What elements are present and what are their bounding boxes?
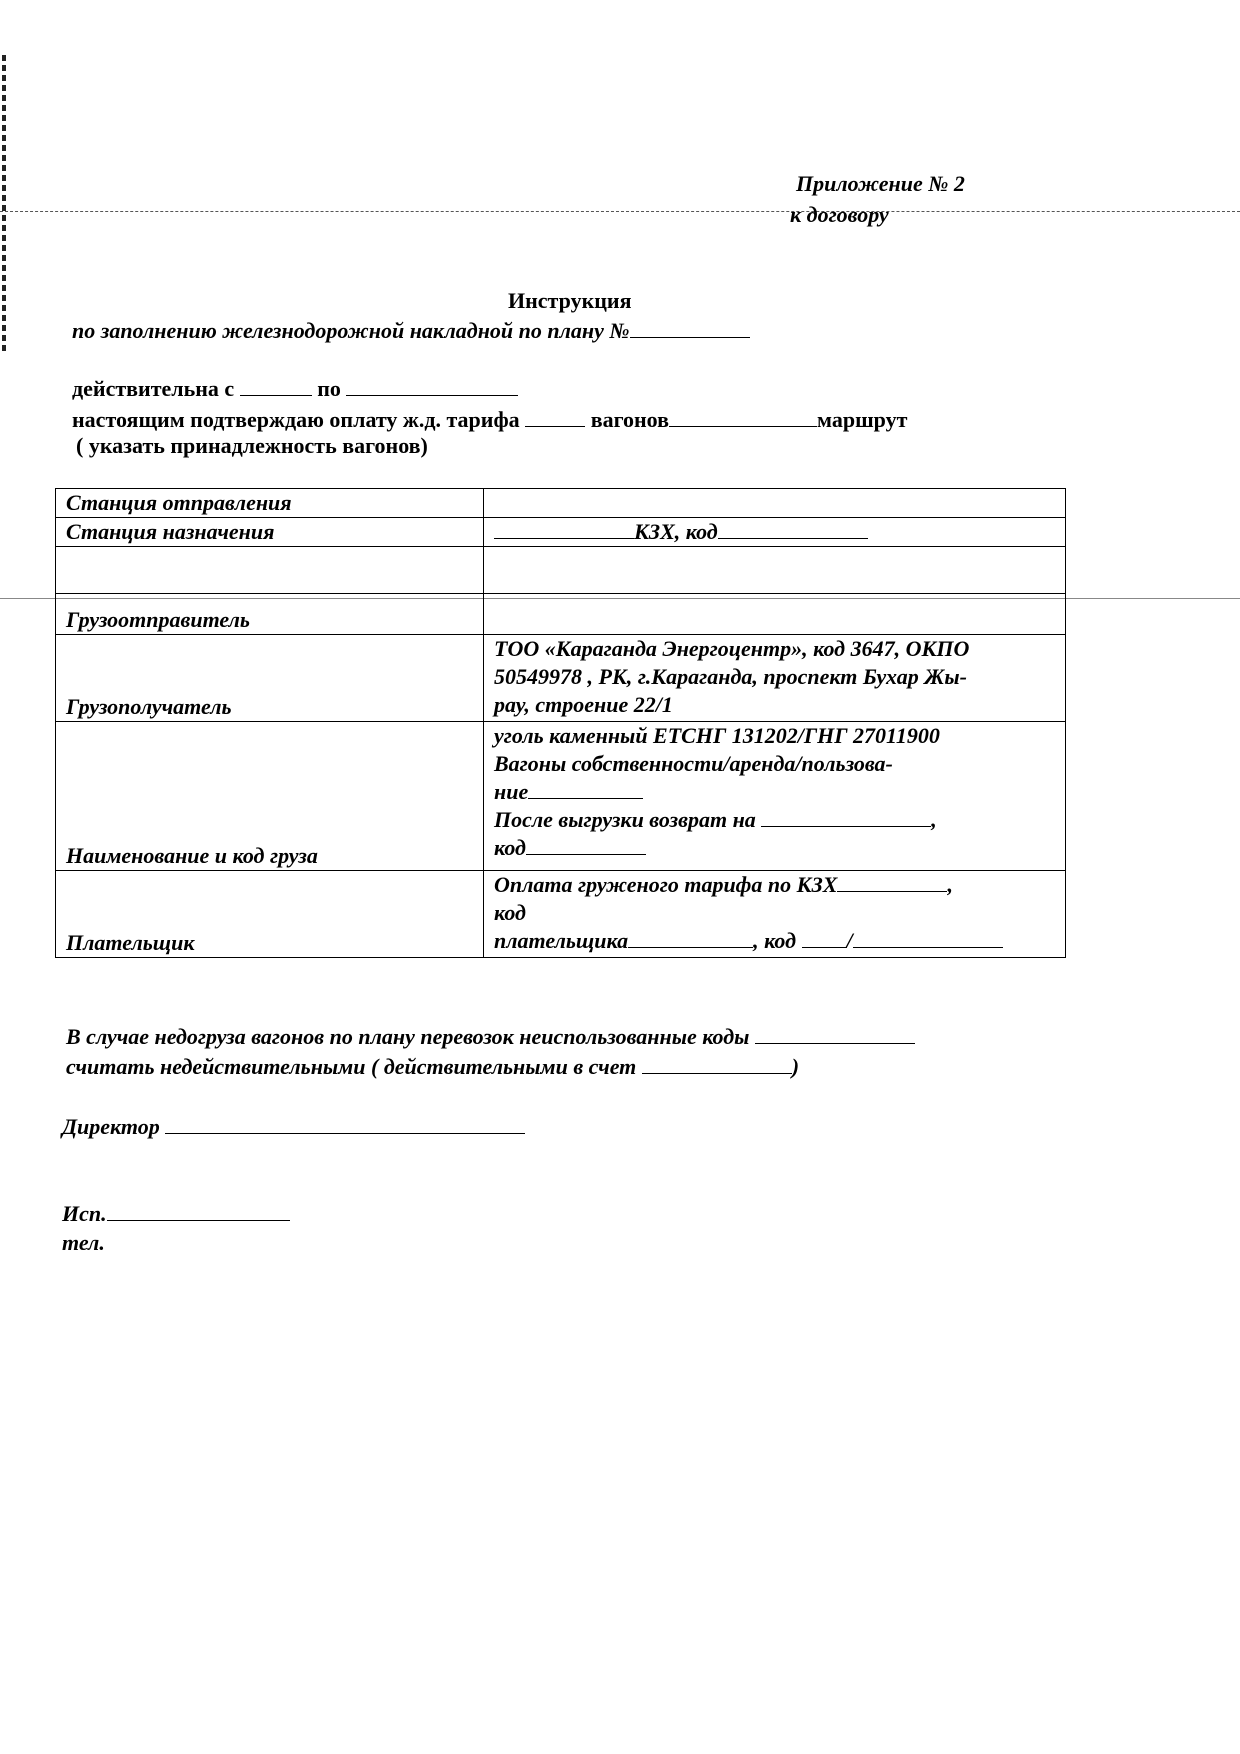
cargo-usage-label: ние — [494, 779, 529, 804]
table-row-cargo — [56, 722, 1066, 871]
payer-value — [484, 871, 1066, 958]
shortage-text-2: считать недействительными ( действительными в счет — [66, 1054, 637, 1079]
waybill-table — [55, 488, 1066, 958]
return-code-field[interactable] — [526, 834, 646, 855]
account-field[interactable] — [642, 1053, 792, 1074]
payer-line-2: код — [494, 900, 526, 925]
table-row-empty — [56, 547, 1066, 594]
valid-from-label: действительна с — [72, 376, 235, 401]
shipper-value[interactable] — [484, 594, 1066, 635]
executor-label: Исп. — [62, 1201, 107, 1226]
scan-fold-line-top — [0, 211, 1240, 212]
destination-kzh-code: КЗХ, код — [634, 519, 718, 544]
valid-to-label: по — [317, 376, 341, 401]
consignee-line-1: ТОО «Караганда Энергоцентр», код 3647, ОКПО — [494, 636, 970, 661]
payer-code-suffix: , код — [753, 928, 797, 953]
return-code-label: код — [494, 835, 526, 860]
route-label: маршрут — [817, 407, 908, 432]
table-row-payer — [56, 871, 1066, 958]
payer-code-a-field[interactable] — [802, 927, 847, 948]
director-label: Директор — [62, 1114, 160, 1139]
subtitle-text: по заполнению железнодорожной накладной по плану № — [72, 318, 630, 343]
table-row-consignee — [56, 635, 1066, 722]
table-row-departure — [56, 489, 1066, 518]
consignee-label: Грузополучатель — [56, 635, 484, 722]
payer-code-field[interactable] — [628, 927, 753, 948]
wagons-label: вагонов — [590, 407, 670, 432]
destination-code-field[interactable] — [718, 518, 868, 539]
payer-code-b-field[interactable] — [853, 927, 1003, 948]
wagons-field[interactable] — [669, 406, 817, 427]
cargo-line-5 — [494, 834, 1055, 862]
return-station-field[interactable] — [761, 806, 931, 827]
departure-station-value[interactable] — [484, 489, 1066, 518]
annex-number: Приложение № 2 — [796, 171, 965, 196]
empty-cell-left — [56, 547, 484, 594]
payer-tariff-field[interactable] — [837, 871, 947, 892]
payer-code-slash: / — [846, 928, 853, 953]
wagon-ownership-note: ( указать принадлежность вагонов) — [76, 433, 428, 458]
phone-label: тел. — [62, 1230, 105, 1255]
plan-number-field[interactable] — [630, 317, 750, 338]
confirm-tariff-label: настоящим подтверждаю оплату ж.д. тарифа — [72, 407, 520, 432]
scan-edge-mark — [2, 55, 6, 355]
shipper-label: Грузоотправитель — [56, 594, 484, 635]
executor-line — [62, 1200, 290, 1227]
payer-line-3 — [494, 927, 1055, 955]
cargo-line-2: Вагоны собственности/аренда/пользова- — [494, 751, 893, 776]
validity-line — [72, 375, 518, 402]
cargo-line-4: После выгрузки возврат на , — [494, 807, 937, 832]
departure-station-label: Станция отправления — [56, 489, 484, 518]
cargo-label: Наименование и код груза — [56, 722, 484, 871]
empty-cell-right[interactable] — [484, 547, 1066, 594]
payer-line-1: Оплата груженого тарифа по КЗХ , — [494, 872, 953, 897]
payer-tariff-label: Оплата груженого тарифа по КЗХ — [494, 872, 838, 897]
director-signature-field[interactable] — [165, 1113, 525, 1134]
cargo-usage-field[interactable] — [528, 778, 643, 799]
payer-label: Плательщик — [56, 871, 484, 958]
consignee-line-3: рау, строение 22/1 — [494, 692, 673, 717]
destination-station-value[interactable] — [484, 518, 1066, 547]
shortage-note-line-2 — [66, 1053, 799, 1080]
cargo-line-3 — [494, 778, 1055, 806]
shortage-text-1: В случае недогруза вагонов по плану перевозок неиспользованные коды — [66, 1024, 750, 1049]
consignee-value — [484, 635, 1066, 722]
valid-to-field[interactable] — [346, 375, 518, 396]
confirmation-line — [72, 406, 907, 433]
tariff-field[interactable] — [525, 406, 585, 427]
table-row-destination — [56, 518, 1066, 547]
consignee-line-2: 50549978 , РК, г.Караганда, проспект Бухар Жы- — [494, 664, 968, 689]
unused-codes-field[interactable] — [755, 1023, 915, 1044]
annex-subtitle: к договору — [790, 202, 889, 227]
shortage-close-paren: ) — [791, 1054, 800, 1079]
destination-station-label: Станция назначения — [56, 518, 484, 547]
destination-prefix-field[interactable] — [494, 518, 634, 539]
cargo-value — [484, 722, 1066, 871]
payer-code-label: плательщика — [494, 928, 629, 953]
document-subtitle — [72, 317, 750, 344]
document-title: Инструкция — [508, 288, 632, 313]
valid-from-field[interactable] — [240, 375, 312, 396]
cargo-line-1: уголь каменный ЕТСНГ 131202/ГНГ 27011900 — [494, 723, 940, 748]
director-signature-line — [62, 1113, 525, 1140]
table-row-shipper — [56, 594, 1066, 635]
return-label: После выгрузки возврат на — [494, 807, 756, 832]
shortage-note-line-1 — [66, 1023, 915, 1050]
executor-field[interactable] — [107, 1200, 290, 1221]
